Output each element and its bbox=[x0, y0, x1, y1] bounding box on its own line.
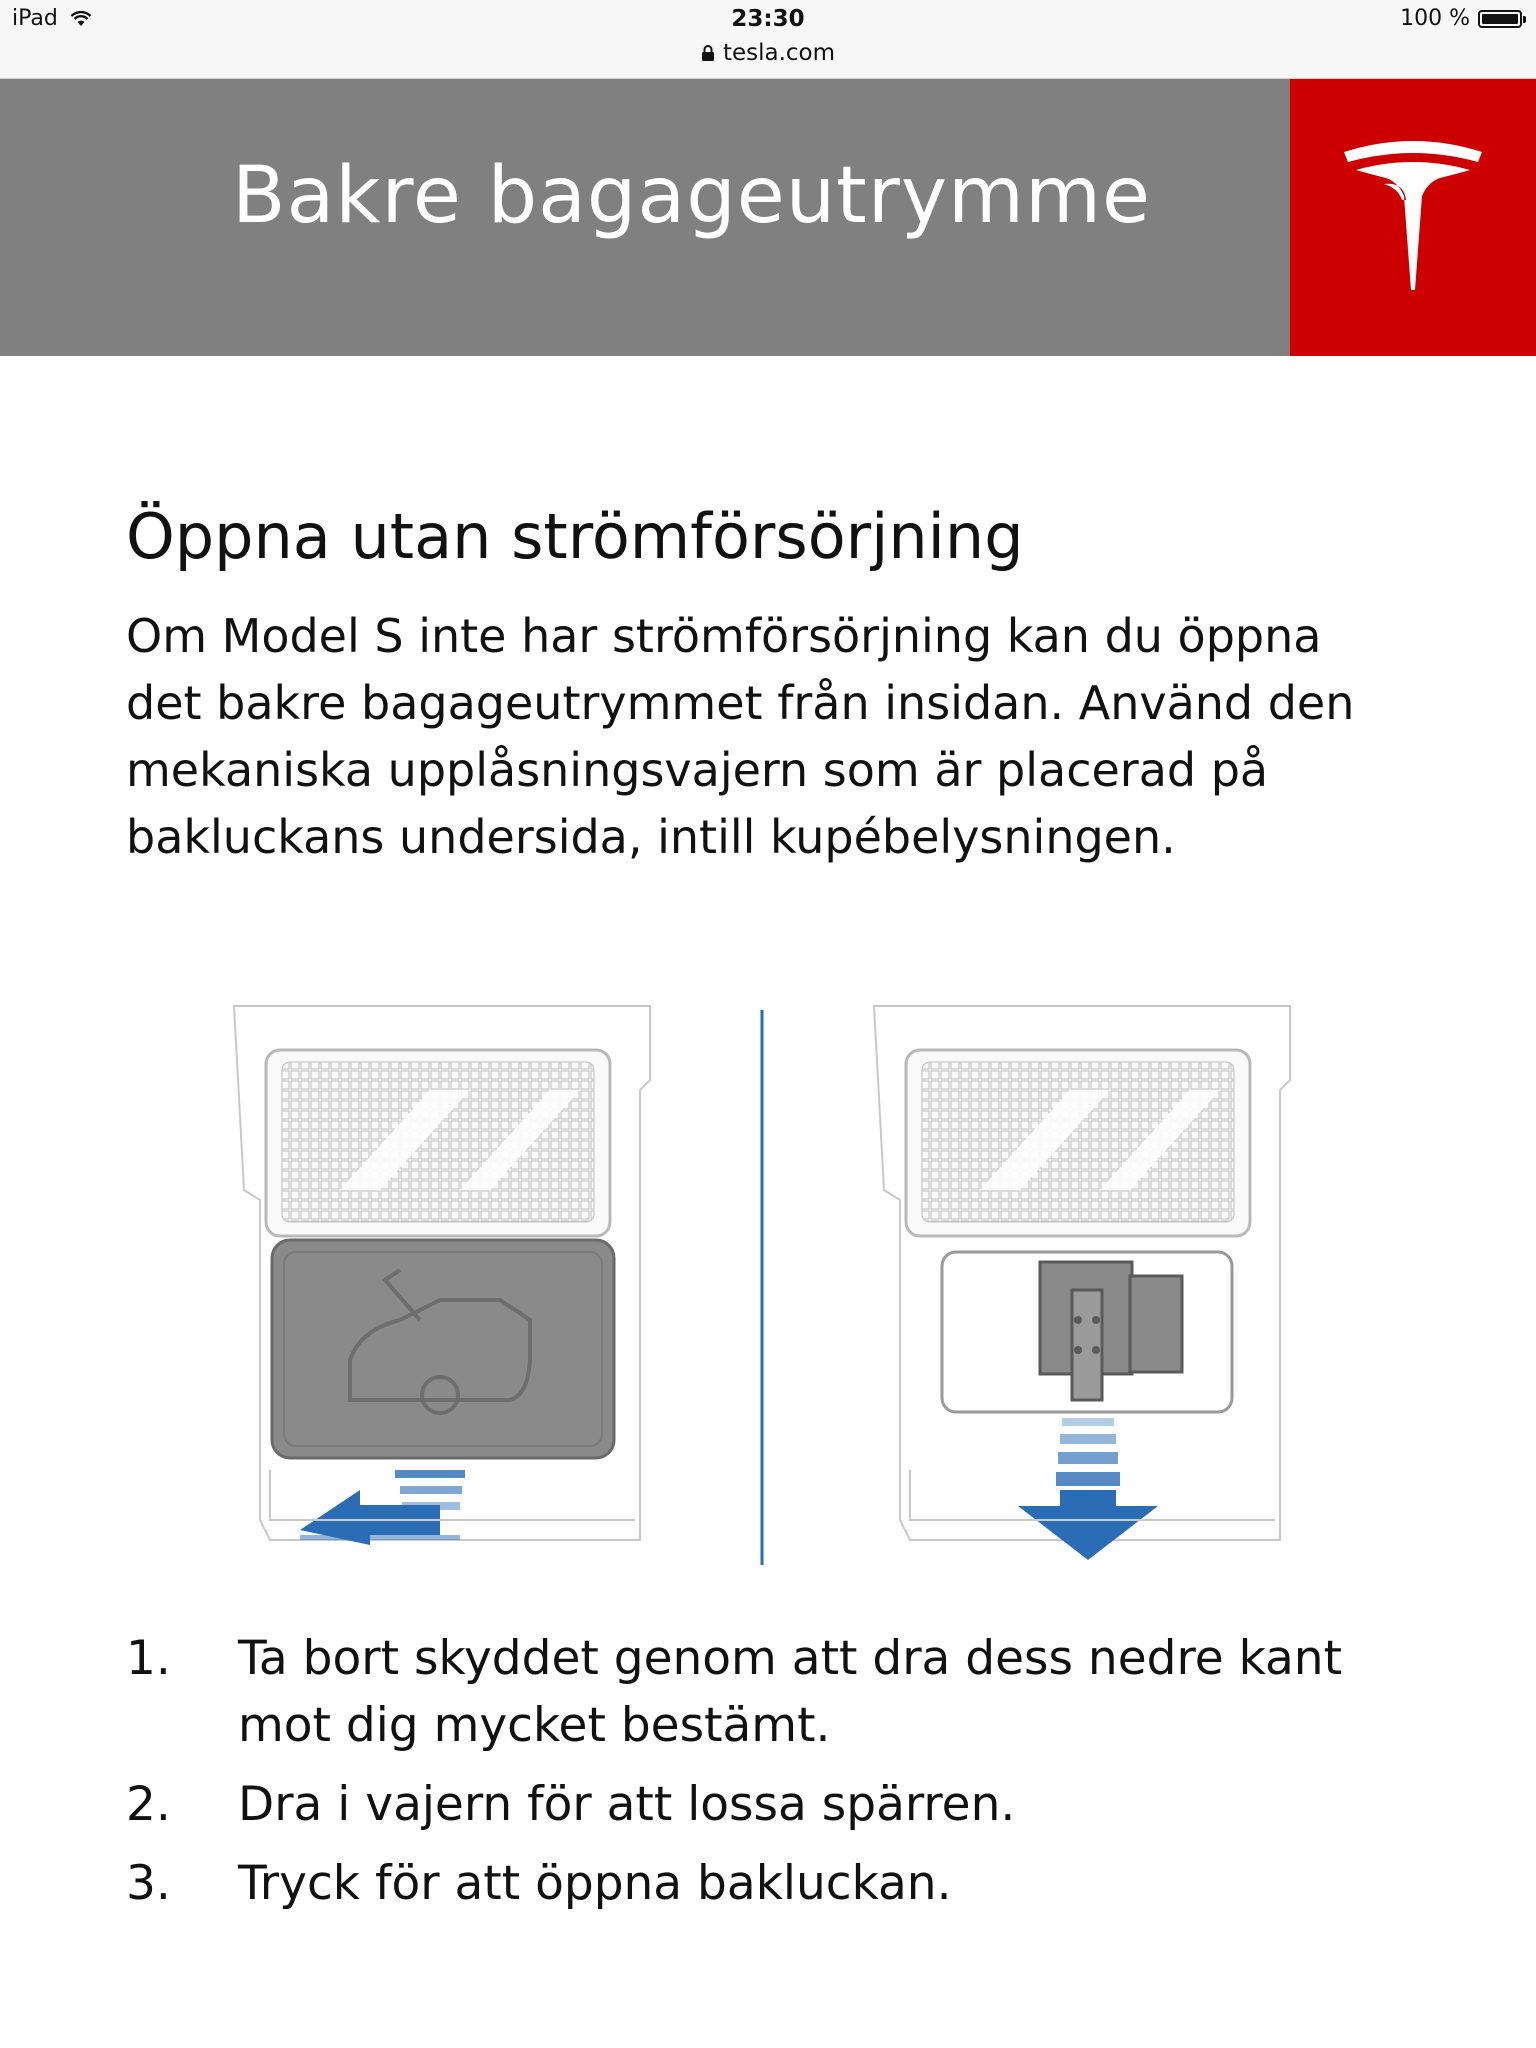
section-heading: Öppna utan strömförsörjning bbox=[126, 500, 1024, 573]
step-number: 1. bbox=[126, 1631, 171, 1686]
list-item bbox=[126, 1850, 1426, 1917]
step-text: Dra i vajern för att lossa spärren. bbox=[238, 1777, 1016, 1832]
battery-icon bbox=[1478, 10, 1522, 28]
step-number: 3. bbox=[126, 1856, 171, 1911]
tesla-logo-icon bbox=[1338, 138, 1488, 298]
intro-paragraph: Om Model S inte har strömförsörjning kan du öppna det bakre bagageutrymmet från insidan. Använd den mekaniska upplåsningsvajern som är placerad på bakluckans undersida, intill kupébelysningen. bbox=[126, 609, 1355, 864]
status-bar bbox=[0, 0, 1536, 79]
list-item bbox=[126, 1771, 1426, 1838]
page-title: Bakre bagageutrymme bbox=[232, 151, 1151, 241]
device-name: iPad bbox=[12, 6, 58, 31]
release-cable-illustration bbox=[874, 1006, 1290, 1560]
steps-list bbox=[126, 1625, 1426, 1929]
trunk-cover-illustration bbox=[234, 1006, 650, 1545]
battery-percent: 100 % bbox=[1400, 6, 1470, 31]
step-number: 2. bbox=[126, 1777, 171, 1832]
step-text: Ta bort skyddet genom att dra dess nedre kant mot dig mycket bestämt. bbox=[238, 1631, 1343, 1753]
list-item bbox=[126, 1625, 1426, 1759]
main-content bbox=[126, 500, 1416, 871]
lock-icon bbox=[701, 44, 715, 62]
step-text: Tryck för att öppna bakluckan. bbox=[238, 1856, 952, 1911]
instruction-illustration bbox=[230, 1000, 1310, 1580]
clock: 23:30 bbox=[731, 6, 805, 32]
page-header bbox=[0, 79, 1536, 356]
logo-container[interactable] bbox=[1290, 79, 1536, 356]
status-right bbox=[1400, 6, 1522, 31]
url-text[interactable]: tesla.com bbox=[722, 40, 836, 66]
address-bar[interactable] bbox=[0, 40, 1536, 66]
